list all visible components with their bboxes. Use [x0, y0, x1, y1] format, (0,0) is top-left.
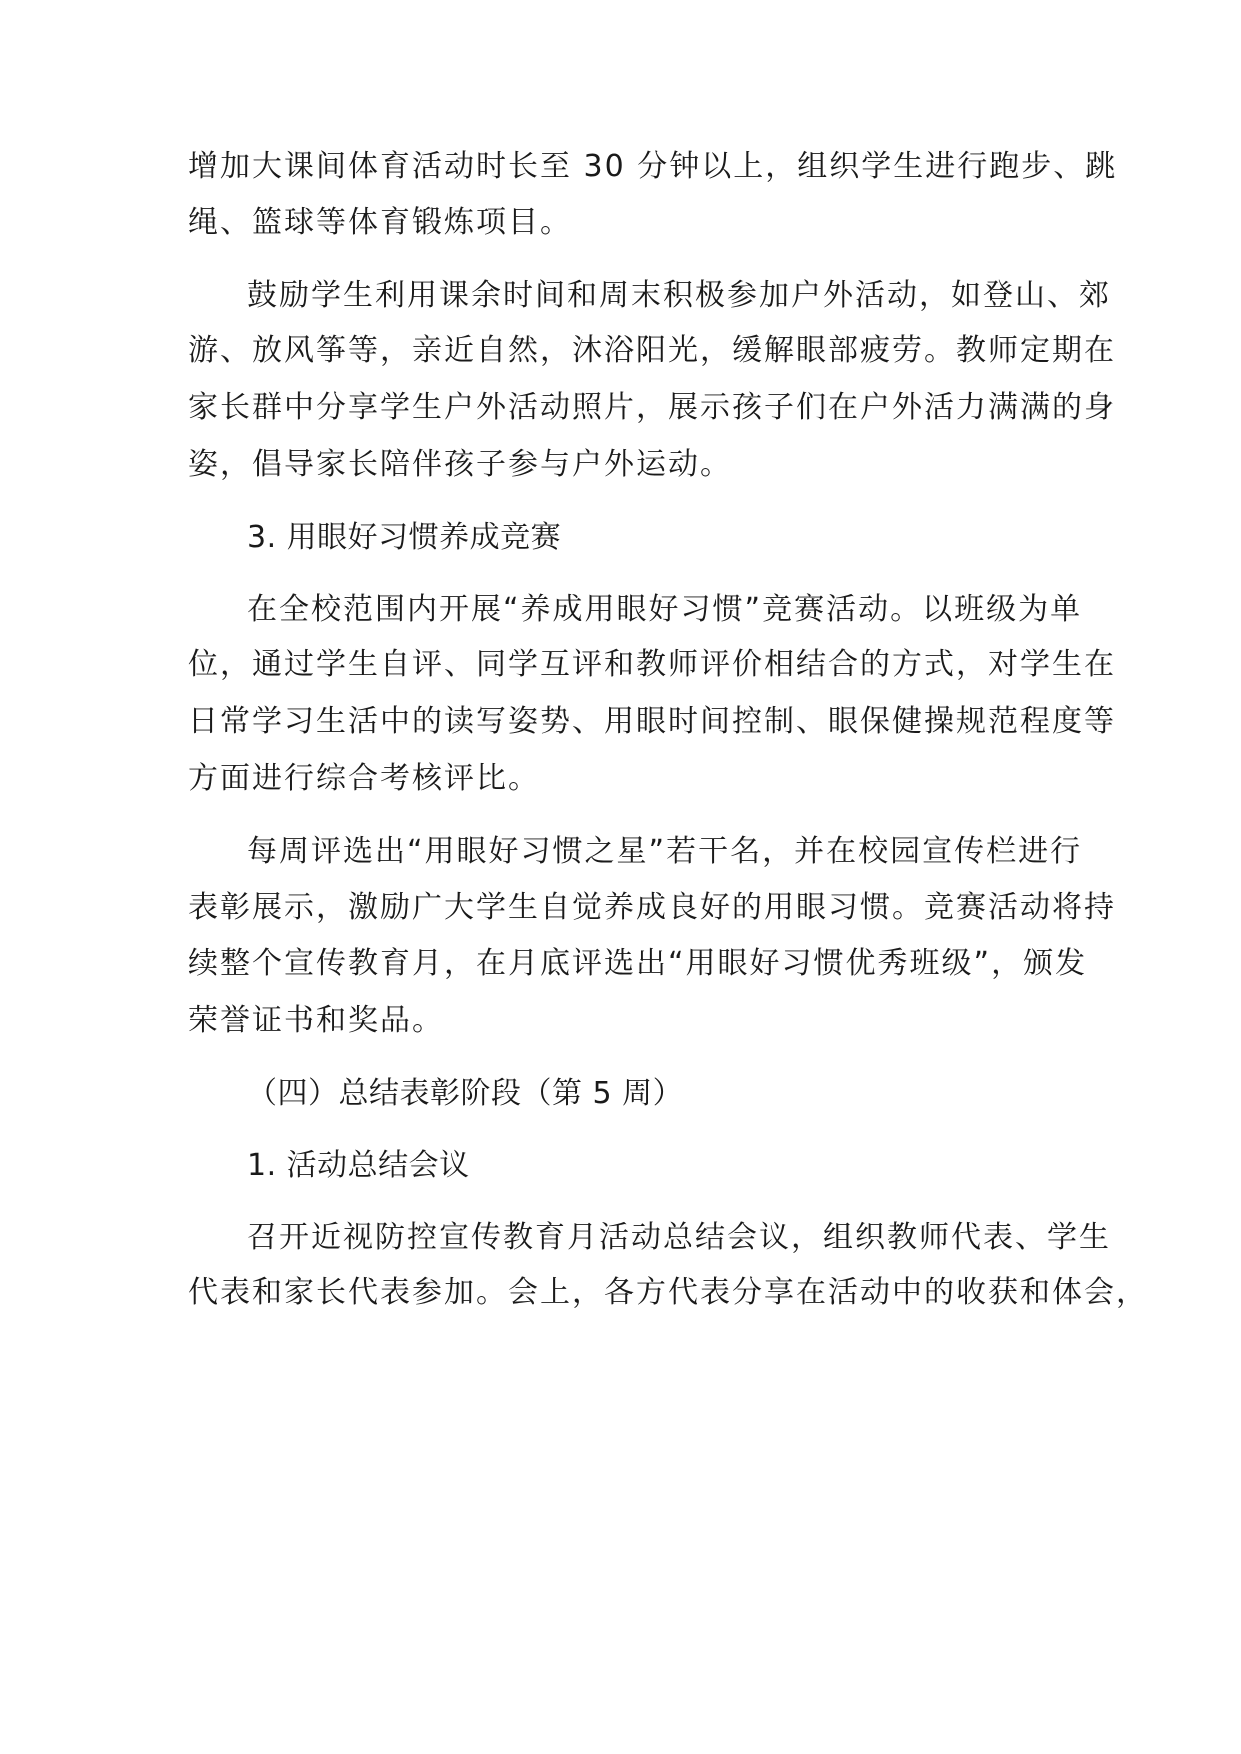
paragraph-line: 召开近视防控宣传教育月活动总结会议，组织教师代表、学生: [247, 1220, 1111, 1255]
paragraph-line: 家长群中分享学生户外活动照片，展示孩子们在户外活力满满的身: [188, 390, 1116, 425]
paragraph-line: 方面进行综合考核评比。: [188, 761, 540, 796]
paragraph-line: 位，通过学生自评、同学互评和教师评价相结合的方式，对学生在: [188, 647, 1116, 682]
paragraph-line: 在全校范围内开展“养成用眼好习惯”竞赛活动。以班级为单: [247, 592, 1083, 627]
section-heading: （四）总结表彰阶段（第 5 周）: [247, 1076, 684, 1111]
section-heading: 3. 用眼好习惯养成竞赛: [247, 520, 562, 555]
paragraph-line: 绳、篮球等体育锻炼项目。: [188, 205, 572, 240]
paragraph-line: 游、放风筝等，亲近自然，沐浴阳光，缓解眼部疲劳。教师定期在: [188, 333, 1116, 368]
paragraph-line: 荣誉证书和奖品。: [188, 1003, 444, 1038]
paragraph-line: 增加大课间体育活动时长至 30 分钟以上，组织学生进行跑步、跳: [188, 149, 1118, 184]
paragraph-line: 日常学习生活中的读写姿势、用眼时间控制、眼保健操规范程度等: [188, 704, 1116, 739]
paragraph-line: 代表和家长代表参加。会上，各方代表分享在活动中的收获和体会，: [188, 1275, 1148, 1310]
paragraph-line: 每周评选出“用眼好习惯之星”若干名，并在校园宣传栏进行: [247, 834, 1083, 869]
paragraph-line: 鼓励学生利用课余时间和周末积极参加户外活动，如登山、郊: [247, 278, 1111, 313]
paragraph-line: 续整个宣传教育月，在月底评选出“用眼好习惯优秀班级”，颁发: [188, 946, 1088, 981]
section-heading: 1. 活动总结会议: [247, 1148, 470, 1183]
paragraph-line: 姿，倡导家长陪伴孩子参与户外运动。: [188, 447, 732, 482]
paragraph-line: 表彰展示，激励广大学生自觉养成良好的用眼习惯。竞赛活动将持: [188, 890, 1116, 925]
